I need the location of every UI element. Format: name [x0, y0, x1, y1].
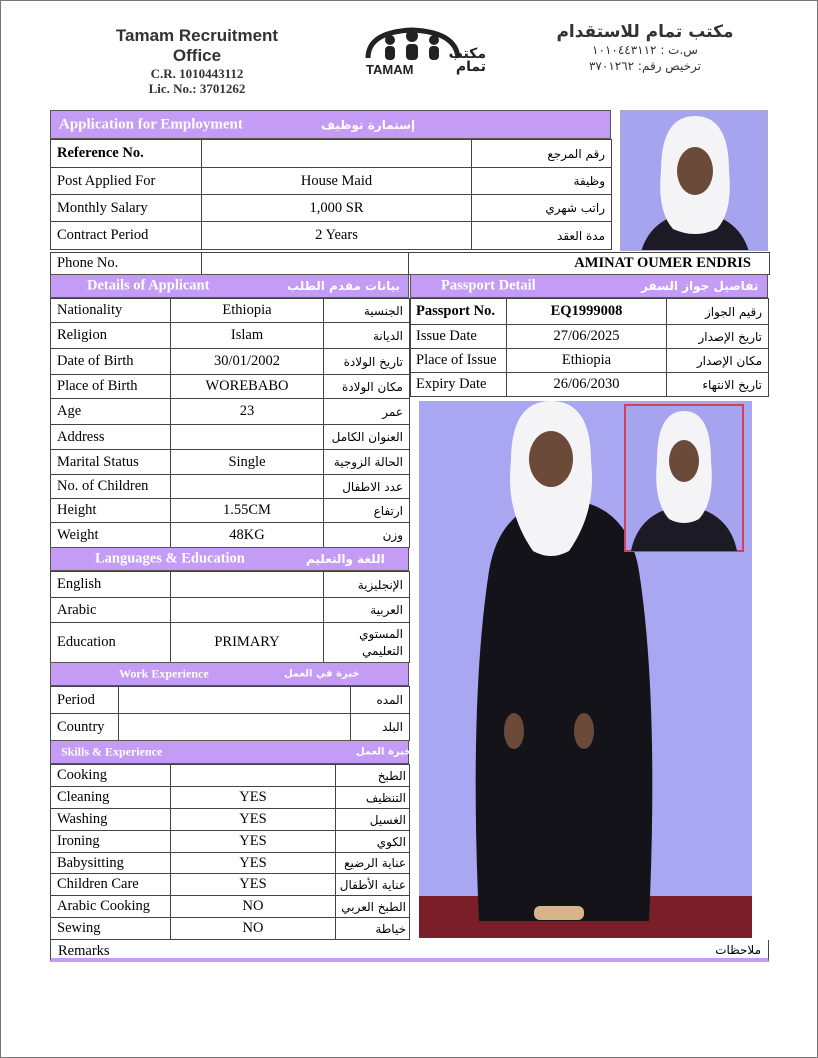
passport-no-value: EQ1999008 — [507, 299, 667, 325]
table-row — [411, 349, 769, 373]
pob-value: WOREBABO — [171, 375, 324, 399]
logo-arabic-text: مكتب تمام — [448, 46, 486, 75]
salary-label: Monthly Salary — [51, 195, 202, 222]
table-row — [51, 853, 410, 874]
reference-label: Reference No. — [51, 140, 202, 168]
passport-no-label: Passport No. — [411, 299, 507, 325]
place-issue-label: Place of Issue — [411, 349, 507, 373]
remarks-label: Remarks — [58, 943, 110, 959]
tamam-logo — [362, 20, 486, 82]
weight-label-ar: وزن — [324, 523, 410, 548]
applicant-title-en: Details of Applicant — [87, 277, 210, 294]
table-row — [51, 475, 410, 499]
salary-value: 1,000 SR — [202, 195, 472, 222]
work-table — [50, 686, 410, 741]
languages-title-ar: اللغة والتعليم — [306, 552, 385, 566]
arabic-cooking-label-ar: الطبخ العربي — [336, 896, 410, 918]
washing-label: Washing — [51, 809, 171, 831]
children-care-label: Children Care — [51, 874, 171, 896]
cleaning-label-ar: التنظيف — [336, 787, 410, 809]
cleaning-value: YES — [171, 787, 336, 809]
languages-title-band — [50, 547, 409, 571]
country-label-ar: البلد — [351, 714, 410, 741]
marital-label: Marital Status — [51, 450, 171, 475]
age-label: Age — [51, 399, 171, 425]
applicant-name: AMINAT OUMER ENDRIS — [409, 253, 770, 275]
table-row — [51, 450, 410, 475]
license-number-ar: ترخيص رقم: ٣٧٠١٢٦٢ — [588, 59, 701, 73]
table-row — [51, 765, 410, 787]
table-row — [51, 425, 410, 450]
height-value: 1.55CM — [171, 499, 324, 523]
children-care-label-ar: عناية الأطفال — [336, 874, 410, 896]
babysitting-label-ar: عناية الرضيع — [336, 853, 410, 874]
skills-table — [50, 764, 410, 940]
table-row — [51, 831, 410, 853]
ironing-value: YES — [171, 831, 336, 853]
pob-label: Place of Birth — [51, 375, 171, 399]
issue-date-value: 27/06/2025 — [507, 325, 667, 349]
arabic-cooking-label: Arabic Cooking — [51, 896, 171, 918]
english-value — [171, 572, 324, 598]
education-label: Education — [51, 623, 171, 663]
table-row — [51, 222, 612, 250]
skills-title-band — [50, 740, 412, 764]
ironing-label-ar: الكوي — [336, 831, 410, 853]
english-label-ar: الإنجليزية — [324, 572, 410, 598]
table-row — [51, 572, 410, 598]
table-row — [51, 168, 612, 195]
work-title-en: Work Experience — [119, 666, 209, 681]
remarks-row — [50, 940, 769, 962]
cr-number-en: C.R. 1010443112 — [150, 66, 244, 81]
table-row — [51, 323, 410, 349]
ironing-label: Ironing — [51, 831, 171, 853]
education-value: PRIMARY — [171, 623, 324, 663]
office-name-ar: مكتب تمام للاستقدام — [556, 22, 734, 42]
place-issue-value: Ethiopia — [507, 349, 667, 373]
table-row — [51, 623, 410, 663]
post-value: House Maid — [202, 168, 472, 195]
arabic-label: Arabic — [51, 598, 171, 623]
application-table — [50, 139, 612, 250]
table-row — [411, 325, 769, 349]
table-row — [51, 299, 410, 323]
table-row — [51, 874, 410, 896]
weight-label: Weight — [51, 523, 171, 548]
period-label: Period — [51, 687, 119, 714]
logo-text: TAMAM — [366, 62, 414, 77]
religion-label: Religion — [51, 323, 171, 349]
height-label: Height — [51, 499, 171, 523]
cooking-label: Cooking — [51, 765, 171, 787]
children-value — [171, 475, 324, 499]
country-label: Country — [51, 714, 119, 741]
issue-date-label: Issue Date — [411, 325, 507, 349]
applicant-title-ar: بيانات مقدم الطلب — [287, 279, 401, 293]
table-row — [51, 896, 410, 918]
sewing-value: NO — [171, 918, 336, 940]
table-row — [51, 523, 410, 548]
arabic-cooking-value: NO — [171, 896, 336, 918]
cooking-label-ar: الطبخ — [336, 765, 410, 787]
salary-label-ar: راتب شهري — [472, 195, 612, 222]
reference-value — [202, 140, 472, 168]
english-label: English — [51, 572, 171, 598]
sewing-label: Sewing — [51, 918, 171, 940]
application-title-en: Application for Employment — [59, 116, 243, 132]
education-label-ar: المستوي التعليمي — [324, 623, 410, 663]
phone-row-table — [50, 252, 770, 275]
cleaning-label: Cleaning — [51, 787, 171, 809]
age-label-ar: عمر — [324, 399, 410, 425]
portrait-figure — [621, 111, 768, 251]
dob-label: Date of Birth — [51, 349, 171, 375]
marital-label-ar: الحالة الزوجية — [324, 450, 410, 475]
table-row — [51, 918, 410, 940]
contract-label-ar: مدة العقد — [472, 222, 612, 250]
applicant-portrait-photo — [620, 110, 768, 251]
age-value: 23 — [171, 399, 324, 425]
table-row — [51, 140, 612, 168]
post-label-ar: وظيفة — [472, 168, 612, 195]
children-label: No. of Children — [51, 475, 171, 499]
babysitting-value: YES — [171, 853, 336, 874]
children-care-value: YES — [171, 874, 336, 896]
nationality-value: Ethiopia — [171, 299, 324, 323]
full-body-figure — [419, 401, 752, 938]
period-value — [119, 687, 351, 714]
religion-label-ar: الديانة — [324, 323, 410, 349]
cooking-value — [171, 765, 336, 787]
passport-title-band — [410, 274, 768, 298]
applicant-full-body-photo — [419, 401, 752, 938]
office-name-en: Tamam Recruitment Office — [115, 26, 279, 65]
post-label: Post Applied For — [51, 168, 202, 195]
dob-label-ar: تاريخ الولادة — [324, 349, 410, 375]
passport-title-en: Passport Detail — [441, 277, 536, 294]
dob-value: 30/01/2002 — [171, 349, 324, 375]
skills-title-en: Skills & Experience — [61, 744, 163, 759]
address-value — [171, 425, 324, 450]
religion-value: Islam — [171, 323, 324, 349]
languages-table — [50, 571, 410, 663]
period-label-ar: المده — [351, 687, 410, 714]
washing-value: YES — [171, 809, 336, 831]
table-row — [411, 299, 769, 325]
phone-value — [202, 253, 409, 275]
passport-title-ar: تفاصيل جواز السفر — [641, 279, 759, 293]
children-label-ar: عدد الاطفال — [324, 475, 410, 499]
marital-value: Single — [171, 450, 324, 475]
weight-value: 48KG — [171, 523, 324, 548]
table-row — [51, 809, 410, 831]
contract-label: Contract Period — [51, 222, 202, 250]
application-title-ar: إستمارة توظيف — [321, 117, 416, 132]
table-row — [51, 687, 410, 714]
remarks-label-ar: ملاحظات — [715, 943, 761, 957]
passport-no-label-ar: رقيم الجواز — [667, 299, 769, 325]
address-label-ar: العنوان الكامل — [324, 425, 410, 450]
table-row — [51, 195, 612, 222]
languages-title-en: Languages & Education — [95, 550, 245, 567]
table-row — [51, 714, 410, 741]
table-row — [51, 253, 770, 275]
application-title-band — [50, 110, 611, 139]
arabic-value — [171, 598, 324, 623]
applicant-table — [50, 298, 410, 548]
babysitting-label: Babysitting — [51, 853, 171, 874]
office-english-header — [92, 26, 302, 96]
cr-number-ar: س.ت : ١٠١٠٤٤٣١١٢ — [592, 43, 698, 57]
contract-value: 2 Years — [202, 222, 472, 250]
address-label: Address — [51, 425, 171, 450]
table-row — [51, 787, 410, 809]
table-row — [51, 349, 410, 375]
height-label-ar: ارتفاع — [324, 499, 410, 523]
reference-label-ar: رقم المرجع — [472, 140, 612, 168]
country-value — [119, 714, 351, 741]
work-title-band — [50, 662, 409, 686]
expiry-label: Expiry Date — [411, 373, 507, 397]
nationality-label-ar: الجنسية — [324, 299, 410, 323]
table-row — [411, 373, 769, 397]
office-arabic-header — [540, 22, 750, 74]
expiry-label-ar: تاريخ الانتهاء — [667, 373, 769, 397]
nationality-label: Nationality — [51, 299, 171, 323]
work-title-ar: خبرة في العمل — [284, 668, 360, 680]
applicant-title-band — [50, 274, 409, 298]
table-row — [51, 499, 410, 523]
license-number-en: Lic. No.: 3701262 — [148, 81, 246, 96]
pob-label-ar: مكان الولادة — [324, 375, 410, 399]
table-row — [51, 598, 410, 623]
expiry-value: 26/06/2030 — [507, 373, 667, 397]
passport-table — [410, 298, 769, 397]
arabic-label-ar: العربية — [324, 598, 410, 623]
washing-label-ar: الغسيل — [336, 809, 410, 831]
skills-title-ar: خبرة العمل — [356, 746, 412, 758]
place-issue-label-ar: مكان الإصدار — [667, 349, 769, 373]
sewing-label-ar: خياطة — [336, 918, 410, 940]
phone-label: Phone No. — [51, 253, 202, 275]
table-row — [51, 375, 410, 399]
issue-date-label-ar: تاريخ الإصدار — [667, 325, 769, 349]
table-row — [51, 399, 410, 425]
